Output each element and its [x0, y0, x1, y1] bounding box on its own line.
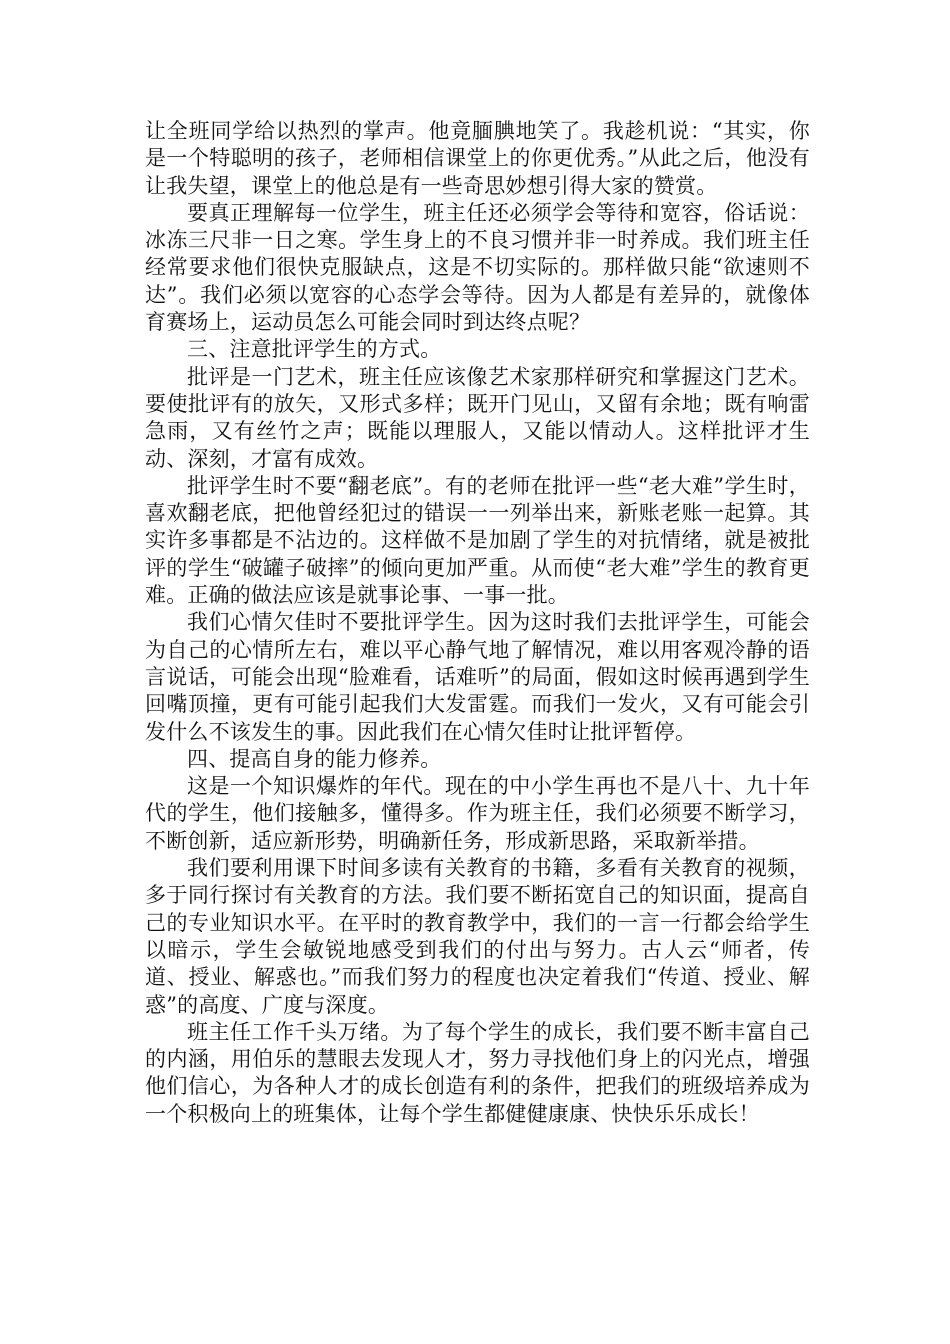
paragraph-1: 让全班同学给以热烈的掌声。他竟腼腆地笑了。我趁机说：“其实，你是一个特聪明的孩子，老师相信课堂上的你更优秀。”从此之后，他没有让我失望，课堂上的他总是有一些奇思妙想引得大家的赞赏。 — [145, 119, 810, 198]
paragraph-9: 我们要利用课下时间多读有关教育的书籍，多看有关教育的视频，多于同行探讨有关教育的方法。我们要不断拓宽自己的知识面，提高自己的专业知识水平。在平时的教育教学中，我们的一言一行都会给学生以暗示，学生会敏锐地感受到我们的付出与努力。古人云“师者，传道、授业、解惑也。”而我们努力的程度也决定着我们“传道、授业、解惑”的高度、广度与深度。 — [145, 856, 810, 1017]
paragraph-8: 这是一个知识爆炸的年代。现在的中小学生再也不是八十、九十年代的学生，他们接触多，懂得多。作为班主任，我们必须要不断学习，不断创新，适应新形势，明确新任务，形成新思路，采取新举措。 — [145, 774, 810, 853]
paragraph-5: 批评学生时不要“翻老底”。有的老师在批评一些“老大难”学生时，喜欢翻老底，把他曾经犯过的错误一一列举出来，新账老账一起算。其实许多事都是不沾边的。这样做不是加剧了学生的对抗情绪，就是被批评的学生“破罐子破摔”的倾向更加严重。从而使“老大难”学生的教育更难。正确的做法应该是就事论事、一事一批。 — [145, 473, 810, 608]
document-body — [145, 118, 810, 1128]
section-heading-3: 三、注意批评学生的方式。 — [187, 337, 442, 362]
paragraph-10: 班主任工作千头万绪。为了每个学生的成长，我们要不断丰富自己的内涵，用伯乐的慧眼去发现人才，努力寻找他们身上的闪光点，增强他们信心，为各种人才的成长创造有利的条件，把我们的班级培养成为一个积极向上的班集体，让每个学生都健健康康、快快乐乐成长！ — [145, 1019, 810, 1126]
section-heading-4: 四、提高自身的能力修养。 — [187, 746, 442, 771]
paragraph-6: 我们心情欠佳时不要批评学生。因为这时我们去批评学生，可能会为自己的心情所左右，难以平心静气地了解情况，难以用客观冷静的语言说话，可能会出现“脸难看，话难听”的局面，假如这时候再遇到学生回嘴顶撞，更有可能引起我们大发雷霆。而我们一发火，又有可能会引发什么不该发生的事。因此我们在心情欠佳时让批评暂停。 — [145, 610, 810, 744]
paragraph-4: 批评是一门艺术，班主任应该像艺术家那样研究和掌握这门艺术。要使批评有的放矢，又形式多样；既开门见山，又留有余地；既有响雷急雨，又有丝竹之声；既能以理服人，又能以情动人。这样批评才生动、深刻，才富有成效。 — [145, 364, 810, 471]
paragraph-2: 要真正理解每一位学生，班主任还必须学会等待和宽容，俗话说：冰冻三尺非一日之寒。学生身上的不良习惯并非一时养成。我们班主任经常要求他们很快克服缺点，这是不切实际的。那样做只能“欲速则不达”。我们必须以宽容的心态学会等待。因为人都是有差异的，就像体育赛场上，运动员怎么可能会同时到达终点呢？ — [145, 200, 810, 335]
